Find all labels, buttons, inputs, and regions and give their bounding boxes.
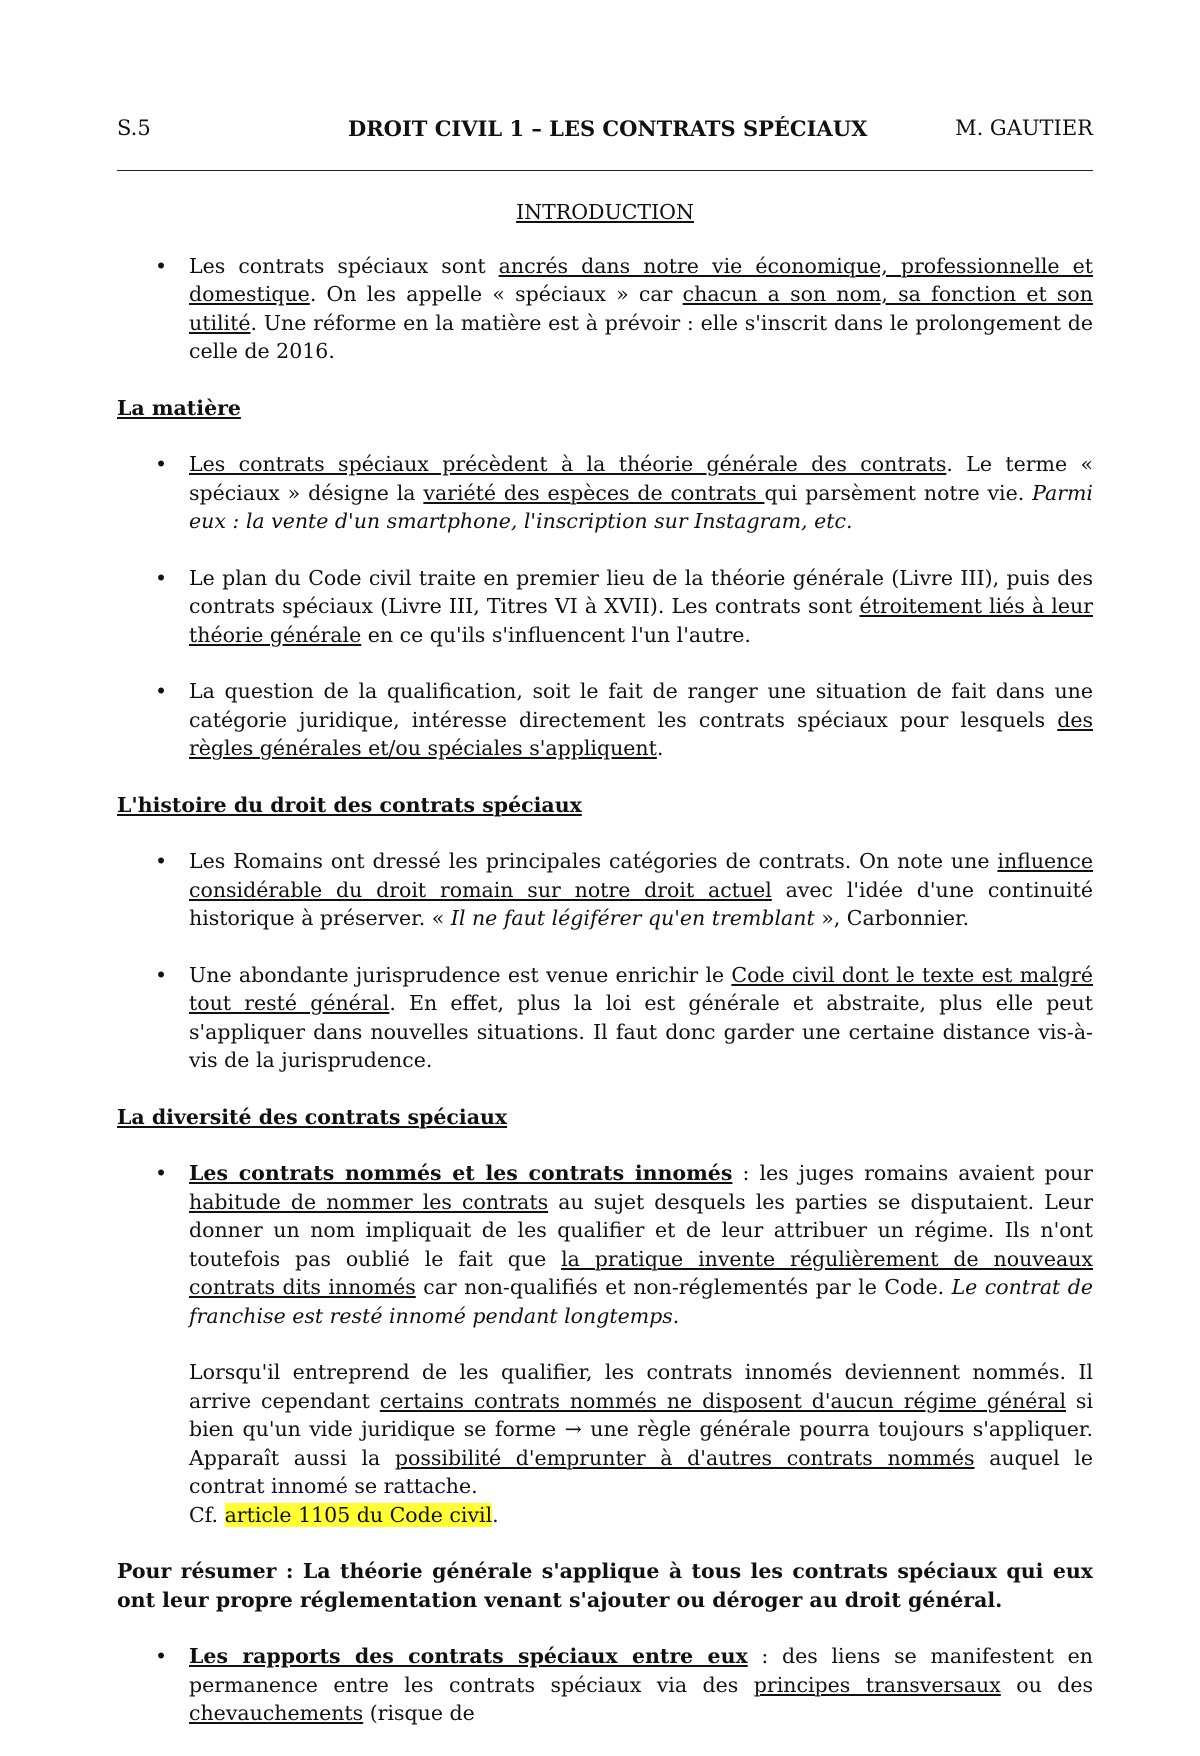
bullet-histoire-2 (117, 961, 1093, 1075)
bullet-rapports (117, 1642, 1093, 1728)
text-run: . On les appelle « spéciaux » car (309, 282, 683, 306)
section-heading-diversite: La diversité des contrats spéciaux (117, 1104, 508, 1129)
bullet-marker: • (155, 452, 168, 476)
document-body (117, 198, 1093, 1756)
text-run: en ce qu'ils s'influencent l'un l'autre. (361, 622, 751, 647)
header-title: DROIT CIVIL 1 – LES CONTRATS SPÉCIAUX (348, 116, 868, 141)
underlined-text: habitude de nommer les contrats (189, 1189, 549, 1214)
underlined-text: étroitement liés à leur théorie générale (189, 594, 1093, 647)
underlined-text: la pratique invente régulièrement de nouveaux contrats dits innomés (189, 1246, 1093, 1299)
underlined-text: possibilité d'emprunter à d'autres contrats nommés (394, 1445, 975, 1470)
text-run: La question de la qualification, soit le fait de ranger une situation de fait dans une catégorie juridique, intéresse directement les contrats spéciaux pour lesquels (189, 679, 1093, 732)
text-run: Cf. (189, 1502, 225, 1527)
text-run: ou des (1000, 1672, 1094, 1697)
bullet-marker: • (155, 1644, 168, 1668)
underlined-text: ancrés dans notre vie économique, professionnelle et domestique (189, 253, 1093, 306)
text-run: Le plan du Code civil traite en premier lieu de la théorie générale (Livre III), puis des contrats spéciaux (Livre III, Titres VI à XVII). Les contrats sont (189, 565, 1093, 618)
highlighted-reference: article 1105 du Code civil (224, 1502, 493, 1527)
underlined-text: chacun a son nom, sa fonction et son utilité (189, 282, 1093, 335)
header-author: M. GAUTIER (955, 116, 1093, 140)
bullet-marker: • (155, 679, 168, 703)
bullet-histoire-1 (117, 847, 1093, 933)
bullet-marker: • (155, 565, 168, 590)
bullet-intro (117, 252, 1093, 366)
italic-example: Parmi eux : la vente d'un smartphone, l'inscription sur Instagram, etc. (189, 480, 1093, 533)
text-run: avec l'idée d'une continuité historique à préserver. « (189, 877, 1093, 930)
bold-underlined-lead: Les rapports des contrats spéciaux entre eux (189, 1644, 748, 1668)
section-title-introduction: INTRODUCTION (516, 200, 694, 224)
text-run: si bien qu'un vide juridique se forme → une règle générale pourra toujours s'appliquer. Apparaît aussi la (189, 1388, 1094, 1470)
underlined-text: Les contrats spéciaux précèdent à la théorie générale des contrats (189, 452, 947, 476)
underlined-text: Code civil dont le texte est malgré tout resté général (189, 962, 1093, 1015)
paragraph-diversite-continued (117, 1358, 1093, 1529)
underlined-text: des règles générales et/ou spéciales s'appliquent (189, 707, 1093, 760)
text-run: Les Romains ont dressé les principales catégories de contrats. On note une (189, 849, 998, 873)
page-header (117, 116, 1093, 146)
text-run: (risque de (363, 1701, 475, 1725)
bullet-matiere-1 (117, 450, 1093, 536)
text-run: . En effet, plus la loi est générale et abstraite, plus elle peut s'appliquer dans nouvelles situations. Il faut donc garder une certaine distance vis-à-vis de la jurisprudence. (189, 991, 1094, 1072)
bullet-matiere-2 (117, 564, 1093, 650)
text-run: auquel le contrat innomé se rattache. (189, 1445, 1093, 1498)
bullet-marker: • (155, 849, 168, 873)
text-run: car non-qualifiés et non-réglementés par le Code. (415, 1275, 952, 1299)
italic-example: Le contrat de franchise est resté innomé pendant longtemps. (189, 1275, 1093, 1328)
text-run: », Carbonnier. (814, 906, 970, 930)
underlined-text: certains contrats nommés ne disposent d'aucun régime général (379, 1388, 1067, 1413)
underlined-text: chevauchements (189, 1701, 364, 1725)
text-run: au sujet desquels les parties se disputaient. Leur donner un nom impliquait de les qualifier et de leur attribuer un régime. Ils n'ont toutefois pas oublié le fait que (189, 1189, 1093, 1271)
section-heading-matiere: La matière (117, 395, 241, 420)
underlined-text: influence considérable du droit romain sur notre droit actuel (189, 849, 1093, 902)
text-run: . Le terme « spéciaux » désigne la (189, 452, 1094, 505)
bullet-marker: • (155, 962, 168, 987)
text-run: : les juges romains avaient pour (732, 1161, 1093, 1185)
text-run: qui parsèment notre vie. (764, 480, 1033, 505)
text-run: Les contrats spéciaux sont (189, 253, 499, 278)
text-run: Lorsqu'il entreprend de les qualifier, les contrats innomés deviennent nommés. Il arrive cependant (189, 1360, 1093, 1413)
italic-quote: Il ne faut légiférer qu'en tremblant (450, 906, 815, 930)
header-left: S.5 (117, 116, 151, 140)
header-rule (117, 170, 1093, 171)
section-heading-histoire: L'histoire du droit des contrats spéciaux (117, 792, 582, 817)
bullet-diversite-1 (117, 1159, 1093, 1330)
bullet-marker: • (155, 253, 168, 278)
underlined-text: principes transversaux (753, 1672, 1001, 1697)
text-run: Une abondante jurisprudence est venue enrichir le (189, 962, 732, 987)
text-run: . (656, 736, 664, 760)
bullet-matiere-3 (117, 677, 1093, 763)
text-run: : des liens se manifestent en permanence entre les contrats spéciaux via des (189, 1644, 1093, 1697)
bold-underlined-lead: Les contrats nommés et les contrats innomés (189, 1161, 733, 1185)
text-run: . (492, 1502, 499, 1527)
bullet-marker: • (155, 1161, 168, 1185)
text-run: . Une réforme en la matière est à prévoir : elle s'inscrit dans le prolongement de celle de 2016. (189, 310, 1093, 363)
underlined-text: variété des espèces de contrats (423, 480, 765, 505)
summary-paragraph: Pour résumer : La théorie générale s'applique à tous les contrats spéciaux qui eux ont leur propre réglementation venant s'ajouter ou déroger au droit général. (117, 1559, 1093, 1612)
